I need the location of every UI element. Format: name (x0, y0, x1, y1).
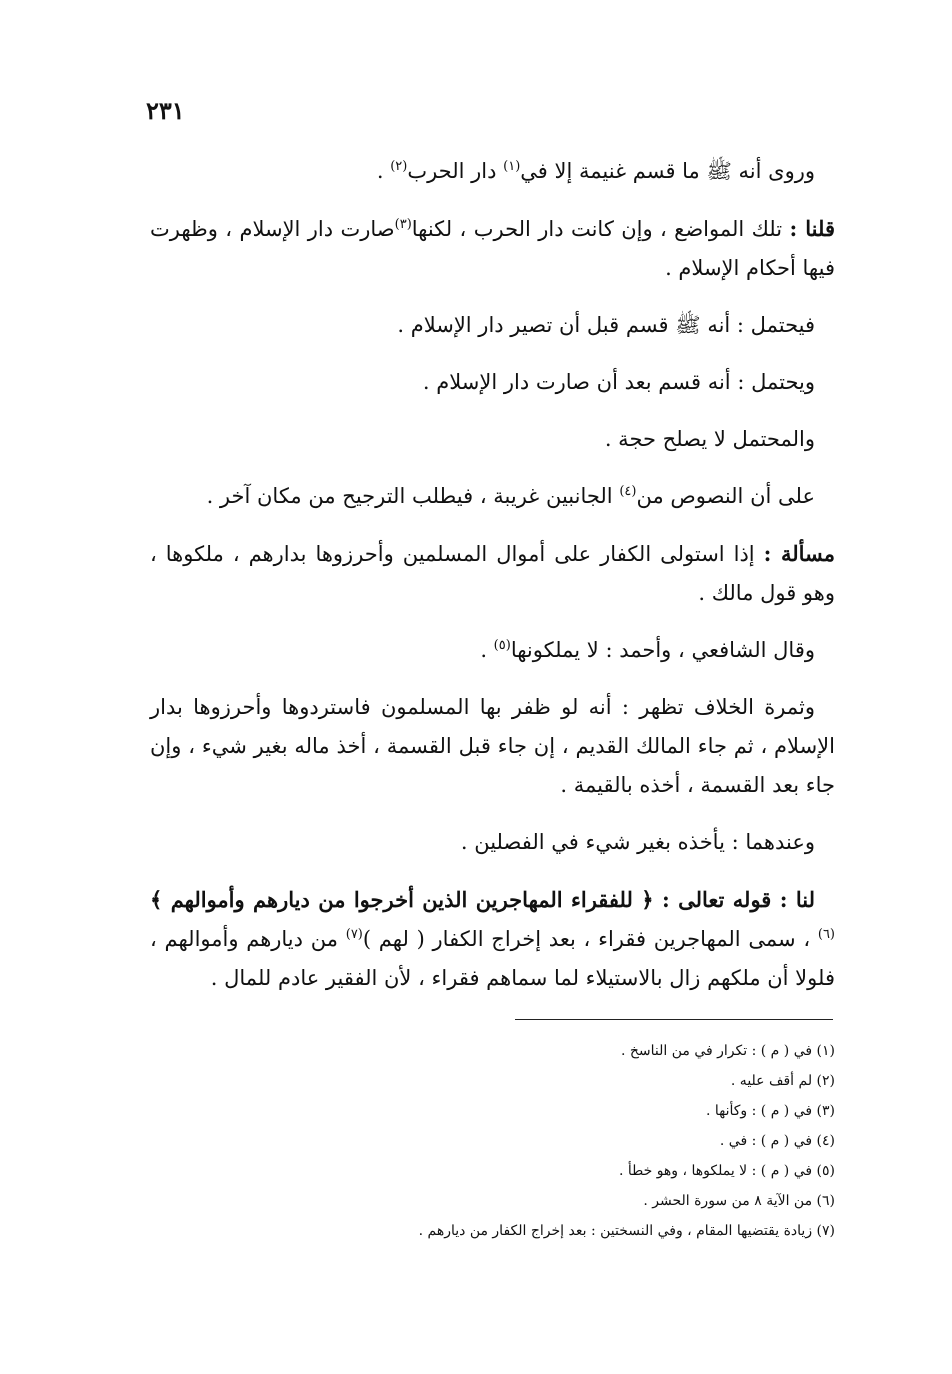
footnote-ref-6: (٦) (817, 927, 835, 942)
text: صارت دار الإسلام ، وظهرت فيها أحكام الإسلام . (150, 217, 835, 280)
body-text (150, 152, 835, 1016)
paragraph-4: ويحتمل : أنه قسم بعد أن صارت دار الإسلام . (422, 370, 815, 394)
paragraph-3: فيحتمل : أنه ﷺ قسم قبل أن تصير دار الإسلام . (397, 313, 815, 337)
footnote-ref-3: (٣) (394, 217, 412, 232)
text: دار الحرب (407, 159, 504, 183)
bold-lead: مسألة : (763, 541, 836, 566)
text: الجانبين غريبة ، فيطلب الترجيح من مكان آخر . (206, 484, 620, 508)
footnote-ref-2: (٢) (390, 159, 408, 174)
paragraph-7 (150, 534, 835, 613)
paragraph-1 (150, 152, 835, 191)
footnote-1: (١) في ( م ) : تكرار في من الناسخ . (620, 1043, 835, 1059)
text: وقال الشافعي ، وأحمد : لا يملكونها (510, 638, 815, 662)
footnotes (330, 1036, 835, 1246)
paragraph-8 (150, 631, 835, 670)
text: . (480, 638, 494, 662)
text: تلك المواضع ، وإن كانت دار الحرب ، لكنها (411, 217, 790, 241)
paragraph-10: وعندهما : يأخذه بغير شيء في الفصلين . (460, 830, 815, 854)
text: . (376, 159, 391, 183)
footnote-5: (٥) في ( م ) : لا يملكوها ، وهو خطأ . (618, 1163, 835, 1179)
text: على أن النصوص من (636, 484, 815, 508)
paragraph-6 (150, 477, 835, 516)
footnote-divider (515, 1019, 833, 1020)
footnote-ref-1: (١) (503, 159, 521, 174)
footnote-7: (٧) زيادة يقتضيها المقام ، وفي النسختين : بعد إخراج الكفار من ديارهم . (418, 1223, 835, 1239)
footnote-ref-5: (٥) (493, 638, 511, 653)
paragraph-2 (150, 209, 835, 288)
footnote-ref-7: (٧) (345, 927, 363, 942)
text: وروى أنه ﷺ ما قسم غنيمة إلا في (520, 159, 815, 183)
footnote-6: (٦) من الآية ٨ من سورة الحشر . (643, 1193, 835, 1209)
footnote-ref-4: (٤) (619, 484, 637, 499)
bold-lead: لنا : قوله تعالى : ﴿ للفقراء المهاجرين الذين أخرجوا من ديارهم وأموالهم ﴾ (150, 887, 815, 912)
footnote-3: (٣) في ( م ) : وكأنها . (705, 1103, 835, 1119)
bold-lead: قلنا : (789, 216, 835, 241)
text: ، سمى المهاجرين فقراء ، بعد إخراج الكفار ( لهم ) (362, 927, 818, 951)
page-number: ٢٣١ (146, 96, 185, 125)
paragraph-5: والمحتمل لا يصلح حجة . (604, 427, 815, 451)
footnote-2: (٢) لم أقف عليه . (730, 1073, 835, 1089)
text: إذا استولى الكفار على أموال المسلمين وأحرزوها بدارهم ، ملكوها ، وهو قول مالك . (150, 542, 835, 605)
paragraph-9: وثمرة الخلاف تظهر : أنه لو ظفر بها المسلمون فاستردوها وأحرزوها بدار الإسلام ، ثم جاء المالك القديم ، إن جاء قبل القسمة ، أخذ ماله بغير شيء ، وإن جاء بعد القسمة ، أخذه بالقيمة . (150, 695, 835, 797)
text: من ديارهم وأموالهم ، فلولا أن ملكهم زال بالاستيلاء لما سماهم فقراء ، لأن الفقير عادم للمال . (150, 927, 835, 990)
paragraph-11 (150, 880, 835, 998)
footnote-4: (٤) في ( م ) : في . (719, 1133, 835, 1149)
